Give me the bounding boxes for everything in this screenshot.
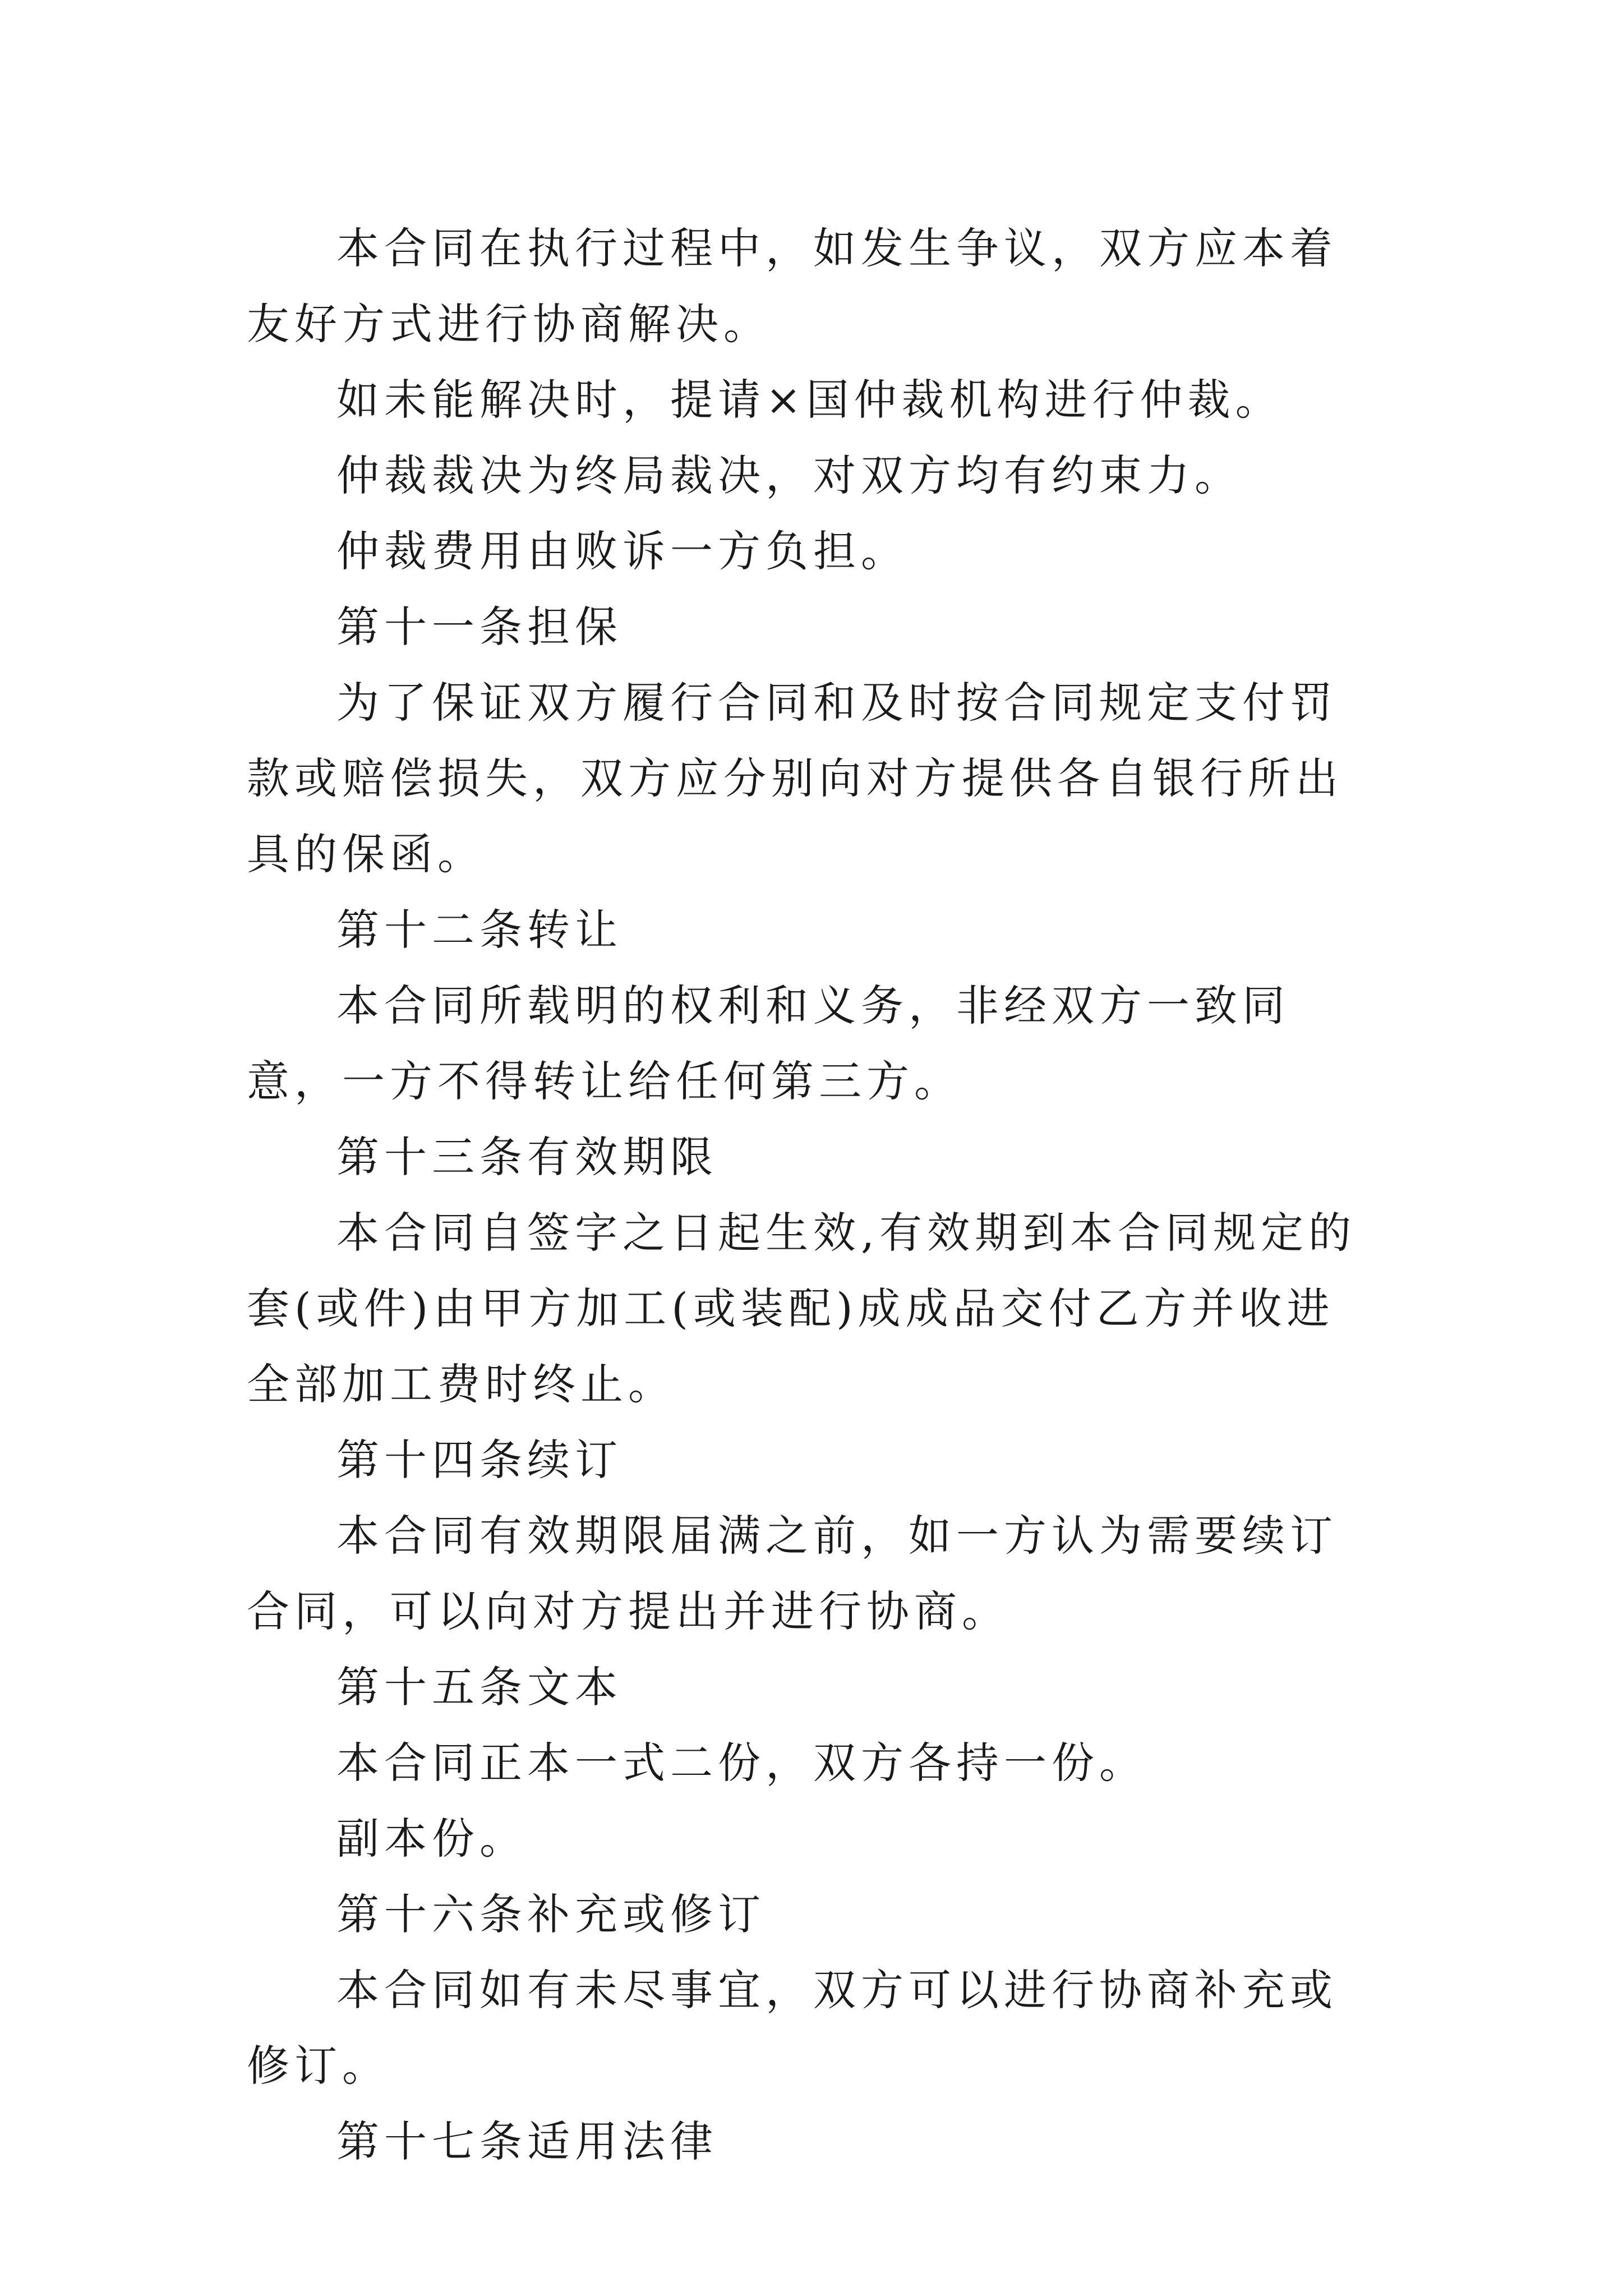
paragraph-renewal: 本合同有效期限届满之前，如一方认为需要续订合同，可以向对方提出并进行协商。 — [247, 1511, 1338, 1636]
clause-heading-applicable-law: 第十七条适用法律 — [336, 2116, 718, 2166]
paragraph-validity: 本合同自签字之日起生效,有效期到本合同规定的套(或件)由甲方加工(或装配)成成品交付乙方并收进全部加工费时终止。 — [247, 1208, 1357, 1409]
paragraph-duplicate-copies: 副本份。 — [336, 1814, 527, 1864]
clause-heading-guarantee: 第十一条担保 — [336, 602, 623, 652]
paragraph-arbitration-final: 仲裁裁决为终局裁决，对双方均有约束力。 — [336, 450, 1242, 500]
paragraph-guarantee: 为了保证双方履行合同和及时按合同规定支付罚款或赔偿损失，双方应分别向对方提供各自银行所出具的保函。 — [247, 678, 1343, 879]
clause-heading-renewal: 第十四条续订 — [336, 1435, 623, 1485]
clause-heading-amendment: 第十六条补充或修订 — [336, 1889, 766, 1939]
clause-heading-text: 第十五条文本 — [336, 1662, 623, 1712]
paragraph-arbitration-request: 如未能解决时，提请×国仲裁机构进行仲裁。 — [336, 375, 1283, 425]
paragraph-original-copies: 本合同正本一式二份，双方各持一份。 — [336, 1738, 1147, 1788]
paragraph-amendment: 本合同如有未尽事宜，双方可以进行协商补充或修订。 — [247, 1965, 1338, 2091]
paragraph-arbitration-fees: 仲裁费用由败诉一方负担。 — [336, 526, 909, 576]
clause-heading-transfer: 第十二条转让 — [336, 905, 623, 955]
paragraph-transfer: 本合同所载明的权利和义务，非经双方一致同意，一方不得转让给任何第三方。 — [247, 981, 1290, 1106]
paragraph-dispute-resolution: 本合同在执行过程中，如发生争议，双方应本着友好方式进行协商解决。 — [247, 223, 1338, 349]
clause-heading-validity: 第十三条有效期限 — [336, 1132, 718, 1182]
document-body — [247, 210, 1374, 2179]
